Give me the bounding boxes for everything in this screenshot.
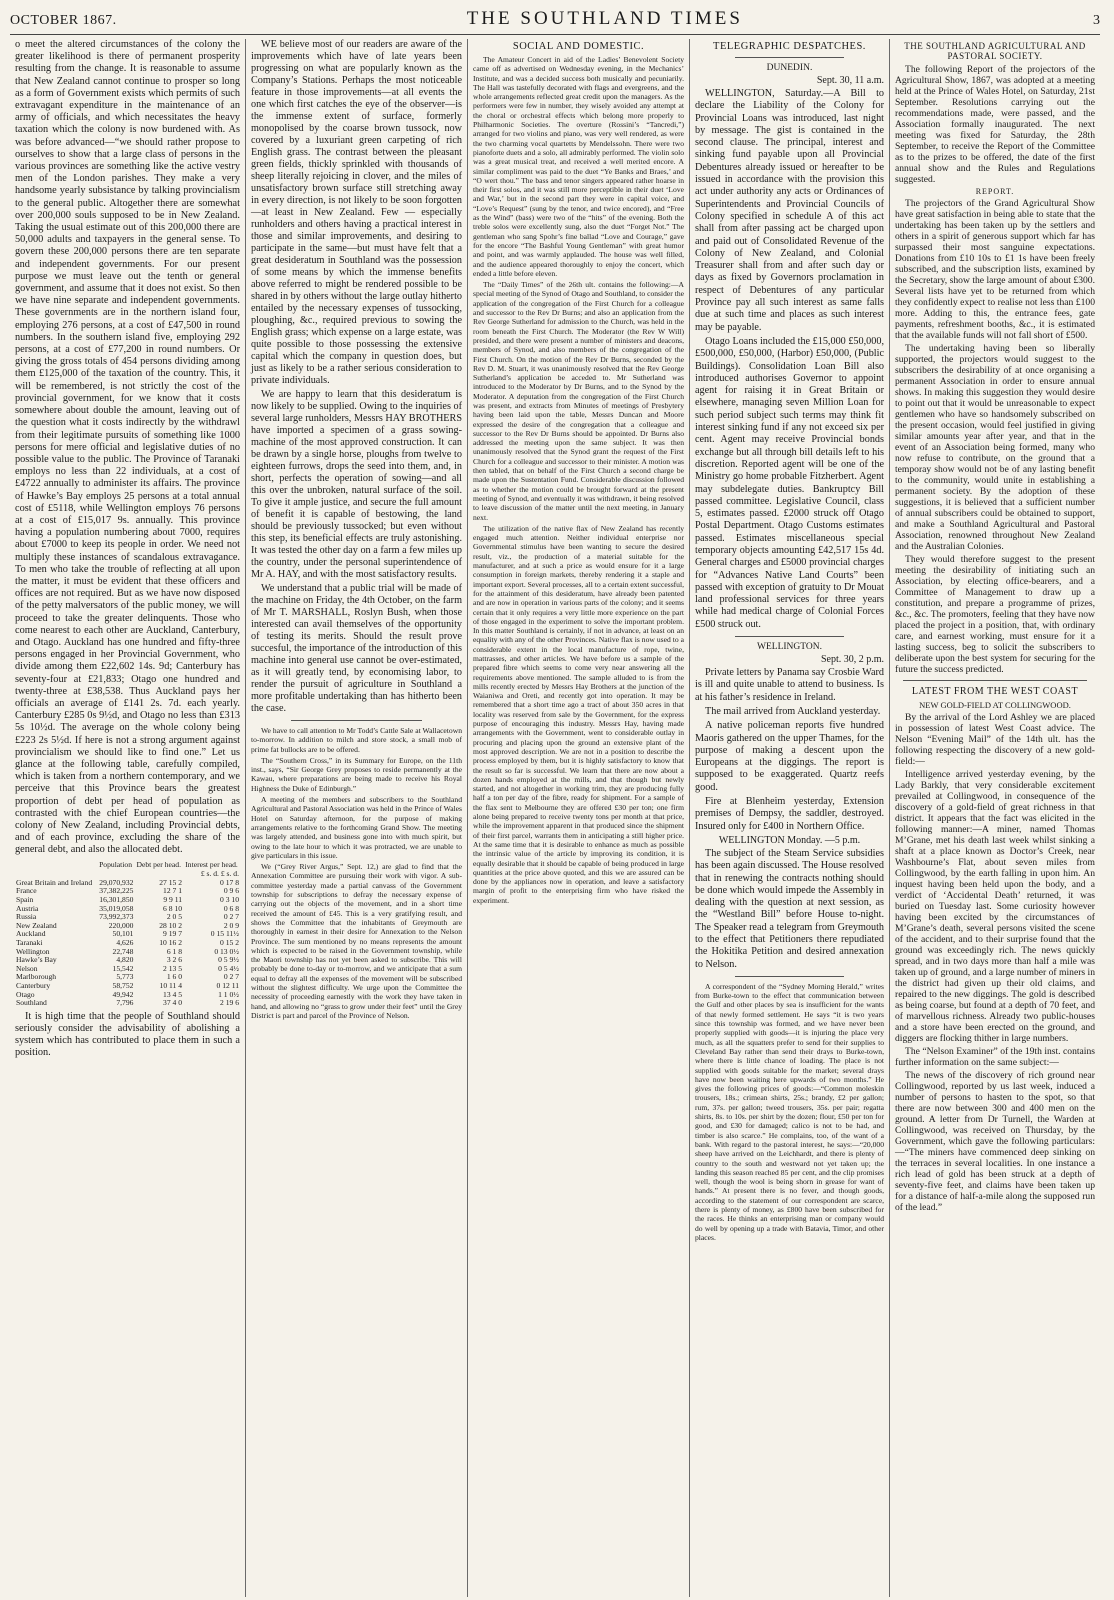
despatch-paragraph: Fire at Blenheim yesterday, Extension premises of Dempsy, the saddler, destroyed. Insured only for £400 in Northern Office. (695, 796, 884, 832)
dateline-place: WELLINGTON. (757, 642, 822, 653)
despatch-paragraph: The subject of the Steam Service subsidies has been again discussed. The House resolved that in renewing the contracts nothing should be done which would impede the Assembly in dealing with the question at next session, as the “Westland Bill” before House to-night. The Speaker read a telegram from Greymouth to the effect that Petitioners there repudiated the Hokitika Petition and desired annexation to Nelson. (695, 847, 884, 970)
table-cell-debt: 2 0 5 (166, 912, 183, 922)
report-paragraph: The undertaking having been so liberally supported, the projectors would suggest to the subscribers the desirability of at once organising a permanent Association in order to ensure annual shows. In making this suggestion they would desire to point out that it would be unreasonable to expect gentlemen who have so handsomely subscribed on the present occasion, would feel justified in giving similar amounts year after year, and that in the event of an Association being formed, many who now refuse to contribute, on the ground that a temporay show would not be of any lasting benefit to the community, would unite in establishing a permanent society. By the adoption of these suggestions, it is believed that a sufficient number of annual subscribers could be obtained to support, and make a Southland Agricultural and Pastoral Association, renowned throughout New Zealand and the Australian Colonies. (895, 343, 1095, 552)
despatch-paragraph: WELLINGTON, Saturday.—A Bill to declare the Liability of the Colony for Provincial Loans was introduced, last night by message. The gist is contained in the second clause. The principal, interest and sinking fund payable upon all Provincial Debentures already issued or hereafter to be issued in accordance with the provision this act under authority any acts or Ordinances of Superintendents and Provincial Councils of Colony specified in schedule A of this act shall from after passing act be charged upon and paid out of Consolidated Revenue of the Colony of New Zealand, and Colonial Treasurer shall from and after such day or days as fixed by Governors proclamation in respect of Debentures of any particular Province pay all such interest as same falls due at such time and places as such interest may be payable. (695, 88, 884, 333)
column-4 (690, 39, 890, 1597)
divider (735, 636, 844, 637)
col-header-population: Population (99, 859, 132, 869)
table-cell-debt: 1 6 0 (166, 972, 183, 982)
dateline-time: Sept. 30, 2 p.m. (820, 654, 884, 666)
divider (735, 976, 844, 977)
table-cell-pop: 37,382,225 (99, 886, 134, 896)
table-cell-name: Austria (16, 903, 39, 913)
section-heading: TELEGRAPHIC DESPATCHES. (713, 41, 866, 52)
despatch-paragraph: A native policeman reports five hundred Maoris gathered on the upper Thames, for the purpose of making a descent upon the Europeans at the diggings. The report is supposed to be exaggerated. Quartz reefs good. (695, 720, 884, 793)
issue-date: OCTOBER 1867. (10, 13, 117, 28)
news-item: The Amateur Concert in aid of the Ladies’ Benevolent Society came off as advertised on Wednesday evening, in the Mechanics’ Institute, and was a decided success both musically and pecuniarily. The Hall was tastefully decorated with flags and evergreens, and the whole arrangements reflected great credit upon the managers. As the performers were few in number, they wisely avoided any attempt at the choral or orchestral effects which belong more properly to Philharmonic Societies. The overture (Rossini’s “Tancredi,”) arranged for two violins and piano, was very well rendered, as were the two charming vocal quartetts by Mendelssohn. There were two pianoforte duets and a solo, all admirably performed. The violin solo was a great musical treat, and received a well merited encore. A similar compliment was paid to the duet “Ye Banks and Braes,’ and “O wert thou.” The bass and tenor singers appeared rather hoarse in their first solos, and it was still more perceptible in their duet ‘Love and War,’ but in the second part they were in capital voice, and “Love’s Request” (sung by the tenor, and twice encored), and “Free as the Wind” (bass) were two of the “hits” of the evening. Both the treble solos were excellently sung, also the duet “Forget Not.” The gentleman who sang Spohr’s fine ballad “Love and Courage,” gave for the encore “The Bashful Young Gentleman” with great humor and point, and was warmly applauded. The house was well filled, and the audience appeared thoroughly to enjoy the concert, which ended a little before eleven. (473, 55, 684, 278)
article-paragraph: We understand that a public trial will be made of the machine on Friday, the 4th October, on the farm of Mr T. MARSHALL, Roslyn Bush, when those interested can avail themselves of the opportunity of testing its merits. Should the result prove succesful, the importance of the introduction of this machine into general use cannot be over-estimated, as it will greatly tend, by economising labor, to render the pursuit of agriculture in Southland a more profitable undertaking than has hitherto been the case. (251, 583, 462, 714)
newspaper-title: THE SOUTHLAND TIMES (466, 8, 743, 29)
news-item: The utilization of the native flax of New Zealand has recently engaged much attention. Neither individual enterprise nor Governmental stimulus have been wanting to secure the desired result, viz., the production of a material suitable for the manufacturer, and at such a price as would ensure for it a large consumption in foreign markets, thereby rendering it a staple and important export. Several processes, all to a certain extent successful, for the attainment of this desideratum, have already been patented and are now in operation in various parts of the colony; and it seems certain that it only requires a very little more experience on the part of those engaged in the experiment to solve the important problem. In this matter Southland is certainly, if not in advance, at least on an equality with any of the other Provinces. Native flax is now used to a considerable extent in the local manufacture of rope, twine, mattrasses, and other articles. We have before us a sample of the prepared fibre which seems to come very near answering all the requirements above mentioned. The sample alluded to is from the mills recently erected by Messrs Hay Brothers at the junction of the Waianiwa and Oreti, and recently got into operation. It may be remembered that a short time ago a tract of about 350 acres in that locality was reserved from sale by the Government, for the express purpose of encouraging this industry. Messrs Hay, having made arrangements with the Government, went to considerable outlay in procuring and placing upon the ground an extensive plant of the most approved description. We are not in a position to describe the process employed by them, but it is highly satisfactory to know that the result so far is successful. We learn that there are now about a dozen hands employed at the mills, and that though but newly started, and not altogether in working trim, they are producing fully half a ton per day of the fibre, ready for shipment. For a sample of the flax sent to Melbourne they are offered £30 per ton; one firm alone being prepared to receive twenty tons per month at that price, while the improvement apparent in that produced since the shipment of their first parcel, warrants them in anticipating a still higher price. At the same time that it is desirable to enhance as much as possible the intrinsic value of the article by improving its condition, it is equally desirable that it should be capable of being produced in large quantities at the price above quoted, and this we are assured can be done by the appliances now in operation, and leave a satisfactory margin of profit to the enterprising firm who have risked the experiment. (473, 523, 684, 905)
table-row (15, 999, 240, 1008)
article-paragraph: The following Report of the projectors of the Agricultural Show, 1867, was adopted at a meeting held at the Prince of Wales Hotel, on Saturday, 21st September. Resolutions carrying out the recommendations made, were passed, and the Association formally inaugurated. The next meeting was fixed for Saturday, the 28th September, to receive the Report of the Committee as to the prizes to be offered, the date of the first annual show and the Rules and Regulations suggested. (895, 64, 1095, 185)
table-cell-debt: 12 7 1 (163, 886, 183, 896)
table-cell-name: Marlborough (16, 972, 57, 982)
table-cell-name: Southland (16, 998, 47, 1008)
table-cell-debt: 6 8 10 (163, 903, 183, 913)
table-cell-interest: 0 13 0½ (214, 946, 239, 956)
news-item: We (“Grey River Argus,” Sept. 12,) are glad to find that the Annexation Committee are pursuing their work with vigor. A sub-committee yesterday made a partial canvass of the Government township for subscriptions to defray the necessary expense of carrying out the objects of the movement, and in a short time received the amount of £45. This is a very gratifying result, and shows the Committee that the inhabitants of Greymouth are thoroughly in earnest in their desire for Annexation to the Nelson Province. The sum mentioned by no means represents the amount which is expected to be raised in the Government township, while the Maori township has not yet been asked to subscribe. This will probably be done to-day or to-morrow, and we anticipate that a sum equal to defray all the expenses of the movement will be subscribed without the slightest difficulty. We urge upon the Committee the necessity of proceeding earnestly with the work they have taken in hand, and allowing no “grass to grow under their feet” until the Grey District is part and parcel of the Province of Nelson. (251, 862, 462, 1020)
table-cell-debt: 10 11 4 (159, 980, 183, 990)
table-cell-interest: 0 5 9½ (218, 955, 239, 965)
table-cell-debt: 3 2 6 (166, 955, 183, 965)
debt-table (15, 860, 240, 1008)
table-cell-name: Taranaki (16, 937, 43, 947)
article-paragraph: WE believe most of our readers are aware of the improvements which have of late years been progressing on what are popularly known as the Company’s Stations. Perhaps the most noticeable feature in those improvements—at all events the one which first catches the eye of the observer—is the immense extent of surface, formerly monopolised by the coarse brown tussock, now covered by a luxuriant green carpeting of rich English grass. The contrast between the pleasant green fields, thickly sprinkled with thousands of sheep literally rejoicing in clover, and the miles of unsatisfactory brown surface still stretching away in every direction, is not likely to be soon forgotten—at least in New Zealand. Few — especially runholders and others having a practical interest in those and similar improvements, and desiring to participate in the same—but must have felt that a great desideratum in Southland was the possession of some means by which the immense benefits above referred to might be rendered possible to be shared in by others without the large outlay hitherto entailed by the necessary expenses of tussocking, ploughing, &c., required previous to sowing the English grass; which expense on a large estate, was quite possible to those possessing the extensive capital which the company in question does, but just as likely to be a rather serious consideration to private individuals. (251, 39, 462, 386)
divider (735, 57, 844, 58)
table-cell-name: Wellington (16, 946, 50, 956)
article-paragraph: o meet the altered circumstances of the colony the greater likelihood is there of permanent prosperity resulting from the change. It is reasonable to assume that New Zealand cannot continue to prosper so long as a form of Government exists which permits of such extravagant expenditure in the maintenance of an army of officials, and which necessitates the heavy taxation which the colony is now burdened with. As was before advanced—“we should rather propose to ourselves to show that a large class of persons in the various provinces are something like the active vestry men of the London parishes. They make a very handsome yearly subsistance by talking provincialism to the general public. Altogether there are somewhat over 200,000 souls supposed to be in New Zealand. Taking the usual estimate out of this 200,000 there are 50,000 adults and taxpayers in the general sense. To govern these 200,000 persons there are ten separate and independent governments. For our present purpose we must leave out the tenth or general government, and assume that it does not exist. So then we have nine separate and independent governments. These governments are in the northern island four, employing 276 persons, at a cost of £47,500 in round numbers. In the southern island five, employing 292 persons, at a cost of £77,200 in round numbers. Or giving the gross totals of 454 persons dividing among them £125,000 of the taxation of the country. This, it will be remembered, is not strictly the cost of the provincial government, for we know that it costs somewhere about double the amount, leaving out of the question what it costs indirectly by the withdrawl from their legitimate pursuits of something like 1000 persons for mere official and legislative duties of no possible value to the public. The Province of Taranaki employs no less than 22 individuals, at a cost of £4722 annually to administer its affairs. The province of Hawke’s Bay employs 25 persons at a total annual cost of £5118, while Wellington employs 76 persons at a cost of £15,017 9s. annually. This province having a population numbering about 7000, requires about £7000 to keep its people in order. We need not multiply these instances of scandalous extravagance. To men who take the trouble of reflecting at all upon the matter, it must be evident that these officers and offices are not required. But as we have now disposed of the petty malversators of the public money, we will proceed to take the greater delinquents. Those who come nearest to each other are Auckland, Canterbury, and Otago. Auckland has one hundred and fifty-three persons engaged in her Provincial Government, who divide among them £22,602 14s. 9d; Canterbury has seventy-four at £21,833; Otago one hundred and twenty-three at £38,538. Thus Auckland pays her officials an average of £141 2s. 7d. each yearly. Canterbury £285 0s 9½d, and Otago no less than £313 5s 10½d. The average on the whole colony being £223 2s 5½d. If here is not a strong argument against provincialism we should like to find one.” Let us glance at the following table, carefully compiled, which is taken from a northern contemporary, and we perceive that this Province bears the greatest proportion of debt per head of population as contrasted with the chief European countries—the colony of New Zealand, including Provincial debts, and of each province, excluding the share of the general debt, and also the allocated debt. (15, 39, 240, 856)
table-cell-debt: 37 4 0 (163, 998, 183, 1008)
section-heading: SOCIAL AND DOMESTIC. (512, 41, 645, 52)
table-cell-pop: 16,301,850 (99, 894, 134, 904)
table-cell-interest: 0 17 8 (220, 877, 239, 887)
table-cell-interest: 0 2 7 (223, 912, 239, 922)
table-cell-name: France (16, 886, 37, 896)
table-cell-debt: 13 4 5 (163, 989, 183, 999)
table-cell-pop: 29,070,932 (99, 877, 134, 887)
table-cell-name: New Zealand (16, 920, 57, 930)
table-cell-pop: 73,992,373 (99, 912, 134, 922)
table-cell-interest: 0 15 2 (220, 937, 239, 947)
table-cell-debt: 10 16 2 (159, 937, 183, 947)
table-cell-interest: 0 3 10 (220, 894, 239, 904)
table-cell-pop: 7,796 (116, 998, 134, 1008)
columns (10, 39, 1100, 1597)
divider (291, 720, 422, 721)
despatch-paragraph: The mail arrived from Auckland yesterday. (705, 705, 881, 717)
dateline-time: Sept. 30, 11 a.m. (816, 75, 884, 86)
table-cell-name: Russia (16, 912, 37, 922)
table-cell-interest: 0 2 7 (223, 972, 239, 982)
table-cell-pop: 4,820 (116, 955, 134, 965)
currency-units: £ s. d. £ s. d. (200, 869, 239, 879)
despatch-paragraph: Private letters by Panama say Crosbie Ward is ill and quite unable to attend to business. Is at his father’s residence in Ireland. (695, 667, 884, 703)
table-cell-name: Nelson (16, 963, 38, 973)
table-cell-interest: 0 9 6 (223, 886, 239, 896)
column-2 (246, 39, 468, 1597)
table-cell-name: Hawke’s Bay (16, 955, 57, 965)
news-item: We have to call attention to Mr Todd’s Cattle Sale at Wallacetown to-morrow. In addition to milch and store stock, a small mob of prime fat bullocks are to be offered. (251, 726, 462, 754)
dateline-time: WELLINGTON Monday. —5 p.m. (718, 834, 861, 846)
article-paragraph: We are happy to learn that this desideratum is now likely to be supplied. Owing to the inquiries of several large runholders, Messrs HAY BROTHERS have imported a specimen of a grass sowing-machine of the most approved construction. It can be drawn by a single horse, ploughs from twelve to eighteen furrows, drops the seed into them, and, in short, perfects the operation of sowing—and all this over the unbroken, natural surface of the soil. To give it ample justice, and secure the full amount of benefit it is capable of bestowing, the land should be previously tussocked; but even without this step, its beneficial effects are truly astonishing. It was tested the other day on a farm a few miles up the country, under the personal superintendence of Mr A. HAY, and with the most satisfactory results. (251, 389, 462, 580)
table-cell-name: Auckland (16, 929, 46, 939)
section-subheading: NEW GOLD-FIELD AT COLLINGWOOD. (919, 700, 1071, 710)
table-cell-interest: 0 5 4½ (218, 963, 239, 973)
page-number: 3 (1092, 13, 1100, 28)
dateline-place: DUNEDIN. (766, 63, 813, 73)
table-cell-name: Otago (16, 989, 35, 999)
article-paragraph: Intelligence arrived yesterday evening, by the Lady Barkly, that very considerable excitement prevailed at Collingwood, in consequence of the discovery of a gold-field of great richness in that district. It appears that the fact was elicited in the following manner:—A miner, named Thomas M’Grane, met his death last week whilst sinking a shaft at a place known as Doctor’s Creek, near Washbourne’s Flat, about seven miles from Collingwood, by the earth falling in upon him. An inquest having been held upon the body, and a verdict of ‘Accidental Death’ returned, it was buried on Tuesday last. Some curiosity however having been excited by the circumstances of M’Grane’s death, several persons visited the scene of the accident, and to their surprise found that the ground was exceedingly rich. The news quickly spread, and in two days more than half a mile was taken up of ground, and a large number of miners in the district had given up their old claims, and repaired to the new diggings. The gold is described as being coarse, but found at a depth of 70 feet, and of marvellous richness. Already two public-houses and a store have been erected on the ground, and diggers are flocking thither in large numbers. (895, 769, 1095, 1044)
col-header-debt: Debt per head. (136, 859, 181, 869)
masthead (10, 8, 1100, 35)
report-paragraph: The projectors of the Grand Agricultural Show have great satisfaction in being able to state that the undertaking has been taken up by the settlers and others in a spirit of generous support which far has surpassed their most sanguine expectations. Donations from £10 10s to £1 1s have been freely subscribed, and the subscription lists, examined by the Secretary, show the large amount of about £300. Several lists have yet to be returned from which they confidently expect to realise not less than £100 more. Adding to this, the entrance fees, gate payments, refreshment booths, &c., it is estimated that the available funds will not fall short of £500. (895, 198, 1095, 341)
column-1 (10, 39, 246, 1597)
table-cell-interest: 2 0 9 (223, 920, 239, 930)
news-item: A meeting of the members and subscribers to the Southland Agricultural and Pastoral Association was held in the Prince of Wales Hotel on Saturday afternoon, for the purpose of making arrangements relative to the forthcoming Grand Show. The meeting was largely attended, and business gone into with much spirit, but owing to the late hour to which it was protracted, we are unable to give particulars in this issue. (251, 795, 462, 860)
news-item: A correspondent of the “Sydney Morning Herald,” writes from Burke-town to the effect that communication between the Gulf and other places by sea is insufficient for the wants of that newly formed settlement. He says “it is two years since this township was formed, and we have never been properly supplied with goods—it is injuring the place very much, as all the squatters prefer to send for their supplies to Cleveland Bay rather than send their drays to Burke-town, where there is little chance of loading. The place is not supplied with goods suitable for the market; several drays have now been waiting here upwards of two months.” He gives the following prices of goods:—“Common moleskin trousers, 18s.; crimean shirts, 25s.; brandy, £2 per gallon; rum, 37s. per gallon; tweed trousers, 35s. per pair; regatta shirts, 8s. to 10s. per shirt by the dozen; flour, £50 per ton for good, and £30 for damaged; calico is not to be had, and timber is also scarce.” He complains, too, of the want of a bank. With regard to the pastoral interest, he says:—“20,000 sheep have arrived on the Leichhardt, and there is plenty of country to the south and westward not yet taken up; the landing this season reached 85 per cent, and the clip promises well, though the wool is being shorn in grease for want of hands.” At present there is no fever, and though goods, according to the statement of our correspondent are scarce, there is plenty of money, as £800 have been subscribed for the races. He thinks an enterprising man or company would do well by opening up a trade with Batavia, Timor, and other places. (695, 981, 884, 1242)
divider (903, 680, 1087, 681)
section-heading: THE SOUTHLAND AGRICULTURAL AND PASTORAL SOCIETY. (904, 41, 1086, 61)
table-cell-pop: 49,942 (112, 989, 134, 999)
despatch-paragraph: Otago Loans included the £15,000 £50,000, £500,000, £50,000, (Harbor) £50,000, (Public Buildings). Consolidation Loan Bill also introduced authorises Governor to appoint agent for raising it in Great Britain or elsewhere, managing seven Million Loan for such period subject such terms may think fit interest sinking fund if any not exceed six per cent. Agent may receive Provincial bonds exchange but all through bill details left to his discretion. Reported agent will be one of the Ministry go home probable Fitzherbert. Agent may subdelegate duties. Bankruptcy Bill passed committee. Legislative Council, class 5, estimates passed. £2000 struck off Otago Postal Department. Otago Customs estimates passed. Estimates miscellaneous special temporary objects amounting £42,517 15s 4d. General charges and £5000 provincial charges for “Advances Native Land Courts” been passed with exception of gratuity to Dr Mouat land professional services for three years while had medical charge of Colonial Forces £500 struck out. (695, 335, 884, 630)
table-cell-debt: 28 10 2 (159, 920, 183, 930)
table-cell-pop: 15,542 (112, 963, 134, 973)
table-cell-pop: 35,019,058 (99, 903, 134, 913)
table-cell-pop: 58,752 (112, 980, 134, 990)
table-cell-pop: 50,101 (112, 929, 134, 939)
table-cell-interest: 0 15 11½ (210, 929, 239, 939)
table-cell-pop: 22,748 (112, 946, 134, 956)
table-cell-debt: 6 1 8 (166, 946, 183, 956)
table-cell-interest: 2 19 6 (220, 998, 239, 1008)
section-heading: LATEST FROM THE WEST COAST (911, 686, 1079, 697)
table-cell-debt: 9 19 7 (163, 929, 183, 939)
article-paragraph: The news of the discovery of rich ground near Collingwood, reported by us last week, induced a number of persons to hasten to the spot, so that there are now between 300 and 400 men on the ground. A letter from Dr Turnell, the Warden at Collingwood, was received on Thursday, by the Government, which gave the following particulars:—“The miners have commenced deep sinking on the terraces in several localities. In one instance a rich lead of gold has been struck at a depth of seventy-five feet, and claims have been taken up for a distance of half-a-mile along the supposed run of the lead.” (895, 1070, 1095, 1213)
table-cell-pop: 4,626 (116, 937, 134, 947)
column-3 (468, 39, 690, 1597)
article-paragraph: The “Nelson Examiner” of the 19th inst. contains further information on the same subject:— (895, 1046, 1095, 1068)
report-label: REPORT. (975, 187, 1015, 196)
col-header-interest: Interest per head. (185, 859, 238, 869)
table-cell-debt: 27 15 2 (159, 877, 183, 887)
article-paragraph: By the arrival of the Lord Ashley we are placed in possession of latest West Coast advice. The Nelson “Evening Mail” of the 14th ult. has the following respecting the discovery of a new gold-field:— (895, 712, 1095, 767)
table-cell-pop: 5,773 (116, 972, 134, 982)
table-cell-debt: 2 13 5 (163, 963, 183, 973)
article-closing: It is high time that the people of Southland should seriously consider the advisability of abolishing a system which has contributed to place them in such a position. (15, 1010, 240, 1059)
news-item: The “Daily Times” of the 26th ult. contains the following:—A special meeting of the Synod of Otago and Southland, to consider the application of the congregation of the First Church for a colleague and successor to the Rev Dr Burns; and also an application from the Rev George Sutherland for admission to the Church, was held in the room beneath the First Church. The Moderator (the Rev W Will) presided, and there were present a number of ministers and deacons, members of Synod, and also members of the congregation of the First Church. On the motion of the Rev Dr Burns, seconded by the Rev D. M. Stuart, it was unanimously resolved that the Rev George Sutherland’s application be acceded to. Mr Sutherland was introduced to the Moderator by Dr Burns, and to the Synod by the Moderator. A deputation from the congregation of the First Church was present, and extracts from Minutes of meetings of Presbytery having been laid upon the table, Messrs Duncan and Moore expressed the desire of the congregation that a colleague and successor to the Rev Dr Burns should be appointed. Dr Burns also addressed the meeting upon the same subject. It was then unanimously resolved that the Synod grant the request of the First Church for a colleague and successor to their minister. A motion was then tabled, that on behalf of the First Church a second charge be made upon the Sustentation Fund. Considerable discussion followed as to whether the motion could be brought forward at the present meeting of Synod, and eventually it was withdrawn, it being resolved to leave discussion of the matter until the next meeting, in January next. (473, 280, 684, 522)
table-cell-name: Spain (16, 894, 34, 904)
report-paragraph: They would therefore suggest to the present meeting the desirability of initiating such an Association, by electing office-bearers, and a Committee of Management to draw up a constitution, and prepare a programme of prizes, &c., &c. The promoters, feeling that they have now placed the project in a position, that, with ordinary care, and earnest working, must ensure for it a lasting success, beg to solicit the subscribers to deliberate upon the best system for securing for the future the success predicted. (895, 554, 1095, 675)
column-5 (890, 39, 1100, 1597)
table-cell-pop: 220,000 (108, 920, 134, 930)
table-cell-name: Canterbury (16, 980, 51, 990)
table-cell-name: Great Britain and Ireland (16, 877, 93, 887)
table-cell-debt: 9 9 11 (163, 894, 183, 904)
table-cell-interest: 1 1 0½ (218, 989, 239, 999)
news-item: The “Southern Cross,” in its Summary for Europe, on the 11th inst., says, “Sir George Grey proposes to reside permanently at the Kawau, where preparations are being made to receive his Royal Highness the Duke of Edinburgh.” (251, 755, 462, 793)
table-cell-interest: 0 6 8 (223, 903, 239, 913)
table-cell-interest: 0 12 11 (216, 980, 239, 990)
